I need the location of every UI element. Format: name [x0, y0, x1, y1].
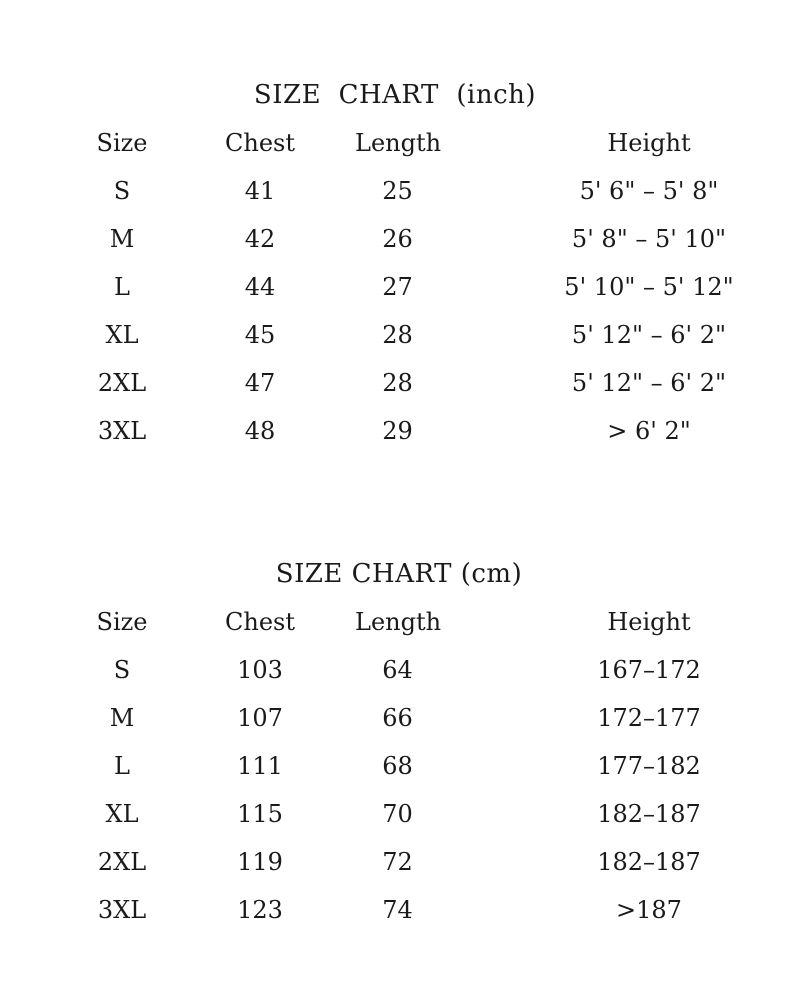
- cell-chest: 41: [244, 177, 276, 205]
- table-row: [0, 173, 800, 221]
- cell-height: 177–182: [597, 752, 701, 780]
- cell-length: 29: [382, 417, 413, 445]
- column-header-height: Height: [607, 608, 691, 636]
- cell-size: 2XL: [97, 369, 147, 397]
- cell-chest: 123: [237, 896, 283, 924]
- cell-chest: 48: [244, 417, 276, 445]
- cell-height: 5' 8" – 5' 10": [571, 225, 727, 253]
- cell-length: 27: [382, 273, 413, 301]
- size-grid-inch: [0, 125, 800, 461]
- cell-length: 25: [382, 177, 413, 205]
- cell-length: 26: [382, 225, 413, 253]
- table-row: [0, 365, 800, 413]
- cell-size: M: [109, 225, 135, 253]
- cell-length: 28: [382, 369, 413, 397]
- column-header-chest: Chest: [225, 129, 295, 157]
- cell-height: 5' 12" – 6' 2": [571, 321, 727, 349]
- table-row: [0, 221, 800, 269]
- cell-length: 70: [382, 800, 413, 828]
- cell-height: 5' 10" – 5' 12": [564, 273, 734, 301]
- cell-size: XL: [105, 321, 139, 349]
- cell-chest: 119: [237, 848, 283, 876]
- column-header-chest: Chest: [225, 608, 295, 636]
- table-row: [0, 796, 800, 844]
- table-row: [0, 413, 800, 461]
- column-header-height: Height: [607, 129, 691, 157]
- cell-size: 3XL: [97, 417, 147, 445]
- cell-size: 2XL: [97, 848, 147, 876]
- cell-chest: 45: [244, 321, 276, 349]
- table-row: [0, 652, 800, 700]
- cell-height: 182–187: [597, 848, 701, 876]
- cell-chest: 103: [237, 656, 283, 684]
- cell-size: XL: [105, 800, 139, 828]
- table-header-row: [0, 604, 800, 652]
- cell-size: M: [109, 704, 135, 732]
- table-row: [0, 844, 800, 892]
- table-row: [0, 317, 800, 365]
- cell-length: 64: [382, 656, 413, 684]
- table-header-row: [0, 125, 800, 173]
- cell-length: 72: [382, 848, 413, 876]
- column-header-size: Size: [96, 129, 148, 157]
- cell-height: 5' 12" – 6' 2": [571, 369, 727, 397]
- table-row: [0, 748, 800, 796]
- cell-length: 66: [382, 704, 413, 732]
- cell-size: S: [113, 177, 131, 205]
- size-grid-cm: [0, 604, 800, 940]
- cell-height: 167–172: [597, 656, 701, 684]
- size-chart-cm-title: SIZE CHART (cm): [275, 559, 523, 589]
- cell-height: > 6' 2": [607, 417, 691, 445]
- cell-length: 68: [382, 752, 413, 780]
- table-row: [0, 269, 800, 317]
- size-chart-inch-title: SIZE CHART (inch): [253, 80, 537, 110]
- cell-chest: 111: [237, 752, 283, 780]
- cell-height: 172–177: [597, 704, 701, 732]
- table-row: [0, 700, 800, 748]
- cell-chest: 42: [244, 225, 276, 253]
- column-header-length: Length: [355, 608, 442, 636]
- cell-size: L: [114, 752, 130, 780]
- cell-length: 74: [382, 896, 413, 924]
- cell-height: 182–187: [597, 800, 701, 828]
- cell-chest: 47: [244, 369, 276, 397]
- column-header-size: Size: [96, 608, 148, 636]
- cell-height: >187: [616, 896, 682, 924]
- column-header-length: Length: [355, 129, 442, 157]
- cell-chest: 107: [237, 704, 283, 732]
- cell-size: L: [114, 273, 130, 301]
- cell-length: 28: [382, 321, 413, 349]
- cell-chest: 44: [244, 273, 276, 301]
- cell-chest: 115: [237, 800, 283, 828]
- cell-height: 5' 6" – 5' 8": [579, 177, 719, 205]
- cell-size: S: [113, 656, 131, 684]
- cell-size: 3XL: [97, 896, 147, 924]
- table-row: [0, 892, 800, 940]
